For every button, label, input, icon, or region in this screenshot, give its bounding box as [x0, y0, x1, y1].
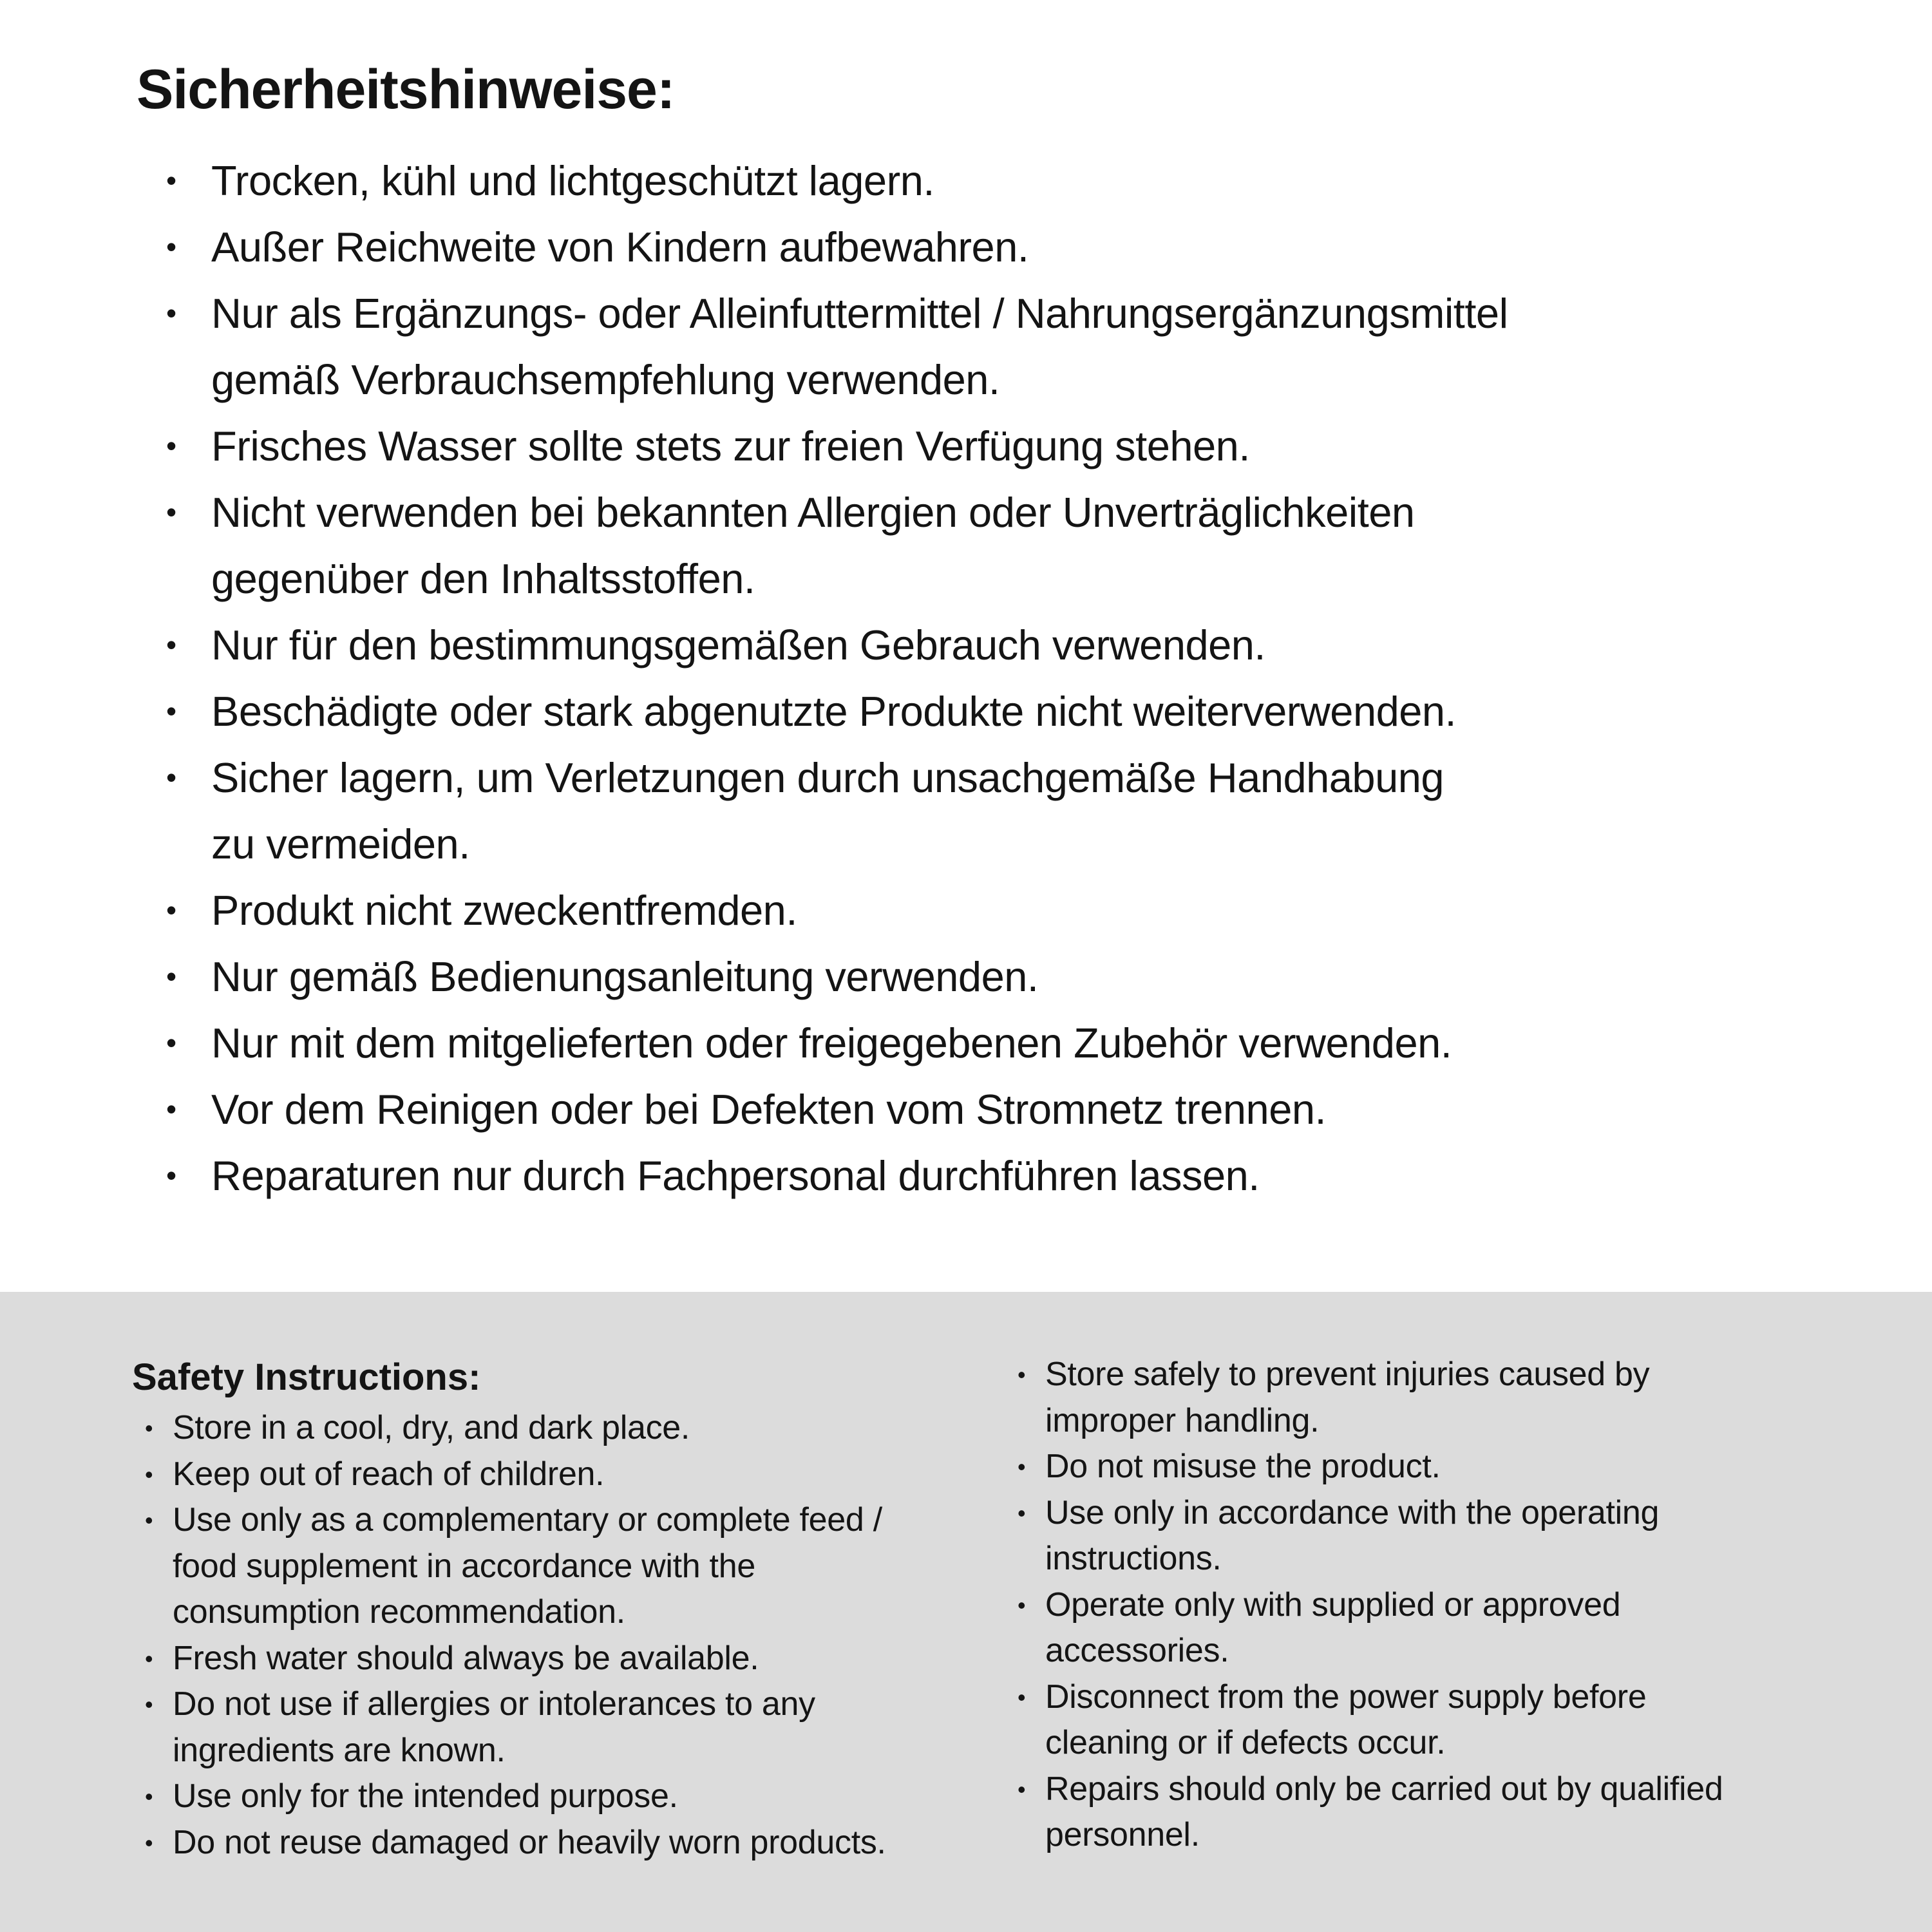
list-item [132, 1820, 1001, 1866]
list-item-line: gemäß Verbrauchsempfehlung verwenden. [211, 356, 1000, 403]
list-item [132, 1636, 1001, 1682]
list-item [132, 1405, 1001, 1452]
list-item [1005, 1490, 1906, 1582]
list-item [137, 1142, 1875, 1209]
list-item-line: • Do not misuse the product. [1045, 1448, 1441, 1485]
list-item [132, 1452, 1001, 1498]
list-item-line: • Disconnect from the power supply before [1045, 1678, 1647, 1716]
list-item-line: • Use only as a complementary or complete feed / [173, 1501, 882, 1539]
german-safety-list [137, 147, 1875, 1209]
list-item [137, 413, 1875, 479]
list-item [1005, 1352, 1906, 1444]
list-item [137, 612, 1875, 678]
english-section-heading: Safety Instructions: [132, 1356, 481, 1398]
list-item-line: • Nur mit dem mitgelieferten oder freigegebenen Zubehör verwenden. [211, 1019, 1452, 1066]
list-item-line: • Produkt nicht zweckentfremden. [211, 887, 797, 934]
list-item [137, 280, 1875, 413]
list-item-line: • Use only for the intended purpose. [173, 1777, 678, 1815]
list-item-line: • Fresh water should always be available. [173, 1639, 759, 1677]
list-item-line: zu vermeiden. [211, 820, 470, 867]
list-item [137, 214, 1875, 280]
list-item-line: • Keep out of reach of children. [173, 1455, 605, 1493]
list-item-line: • Repairs should only be carried out by qualified [1045, 1770, 1723, 1808]
list-item-line: • Operate only with supplied or approved [1045, 1586, 1621, 1624]
list-item [137, 147, 1875, 214]
list-item [137, 877, 1875, 943]
list-item-line: accessories. [1045, 1632, 1229, 1669]
list-item-line: • Nur als Ergänzungs- oder Alleinfuttermittel / Nahrungsergänzungsmittel [211, 290, 1508, 337]
list-item [1005, 1766, 1906, 1859]
list-item [1005, 1582, 1906, 1674]
list-item-line: • Trocken, kühl und lichtgeschützt lagern. [211, 157, 934, 204]
list-item [137, 1076, 1875, 1142]
list-item-line: • Store safely to prevent injuries caused by [1045, 1356, 1650, 1393]
list-item [137, 744, 1875, 877]
list-item [132, 1681, 1001, 1774]
list-item-line: • Vor dem Reinigen oder bei Defekten vom Stromnetz trennen. [211, 1086, 1327, 1133]
list-item-line: • Nur für den bestimmungsgemäßen Gebrauch verwenden. [211, 621, 1265, 668]
list-item [1005, 1444, 1906, 1490]
english-safety-list-left [132, 1405, 1001, 1866]
list-item [137, 943, 1875, 1010]
list-item-line: • Nicht verwenden bei bekannten Allergien oder Unverträglichkeiten [211, 489, 1415, 536]
list-item [137, 479, 1875, 612]
list-item-line: • Beschädigte oder stark abgenutzte Produkte nicht weiterverwenden. [211, 688, 1457, 735]
list-item-line: • Reparaturen nur durch Fachpersonal durchführen lassen. [211, 1152, 1260, 1199]
list-item-line: • Sicher lagern, um Verletzungen durch unsachgemäße Handhabung [211, 754, 1444, 801]
list-item-line: ingredients are known. [173, 1731, 506, 1769]
list-item-line: • Frisches Wasser sollte stets zur freien Verfügung stehen. [211, 422, 1250, 469]
list-item-line: • Do not reuse damaged or heavily worn products. [173, 1823, 886, 1861]
list-item-line: • Nur gemäß Bedienungsanleitung verwenden. [211, 953, 1039, 1000]
list-item [137, 678, 1875, 744]
list-item [137, 1010, 1875, 1076]
list-item-line: improper handling. [1045, 1401, 1320, 1439]
list-item [132, 1774, 1001, 1820]
list-item-line: instructions. [1045, 1540, 1222, 1577]
list-item-line: • Außer Reichweite von Kindern aufbewahren. [211, 223, 1029, 270]
list-item-line: • Store in a cool, dry, and dark place. [173, 1409, 690, 1446]
list-item-line: food supplement in accordance with the [173, 1547, 755, 1585]
list-item-line: gegenüber den Inhaltsstoffen. [211, 555, 755, 602]
list-item-line: • Use only in accordance with the operating [1045, 1493, 1660, 1531]
list-item-line: cleaning or if defects occur. [1045, 1724, 1446, 1761]
list-item [1005, 1674, 1906, 1766]
list-item [132, 1497, 1001, 1636]
list-item-line: • Do not use if allergies or intolerances to any [173, 1685, 815, 1723]
german-section-heading: Sicherheitshinweise: [137, 59, 675, 120]
list-item-line: consumption recommendation. [173, 1593, 625, 1631]
list-item-line: personnel. [1045, 1816, 1200, 1853]
english-safety-list-right [1005, 1352, 1906, 1859]
